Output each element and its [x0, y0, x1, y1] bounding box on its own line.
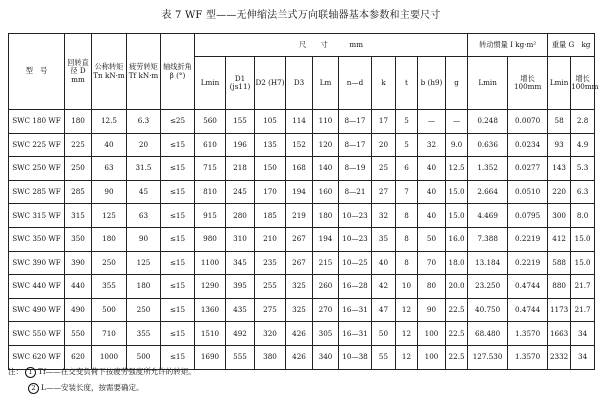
table-cell: 16—31 — [339, 322, 372, 346]
table-cell: 90 — [92, 180, 127, 204]
table-cell: 610 — [195, 133, 226, 157]
table-row — [9, 157, 595, 181]
table-cell: 22.5 — [446, 322, 468, 346]
table-cell: 235 — [255, 251, 286, 275]
table-cell: 34 — [571, 322, 595, 346]
table-cell: 8 — [396, 227, 418, 251]
table-row — [9, 322, 595, 346]
table-cell: 12 — [396, 322, 418, 346]
table-cell: 550 — [65, 322, 92, 346]
header-sub: Lmin — [468, 57, 508, 110]
note-line — [26, 380, 196, 396]
table-cell: 1290 — [195, 275, 226, 299]
header-axis-angle: 轴线折角 β (°) — [161, 34, 195, 110]
table-cell: 160 — [313, 180, 339, 204]
table-cell: 185 — [255, 204, 286, 228]
header-sub: b (h9) — [418, 57, 446, 110]
table-cell: 55 — [372, 345, 396, 369]
table-cell: — — [446, 110, 468, 134]
header-sub: 增长 100mm — [571, 57, 595, 110]
table-cell: 219 — [286, 204, 313, 228]
table-body — [9, 110, 595, 370]
table-cell: 0.0795 — [508, 204, 548, 228]
table-cell: 15.0 — [446, 204, 468, 228]
header-fatigue-torque: 疲劳转矩 Tf kN·m — [127, 34, 161, 110]
header-nominal-torque: 公称转矩 Tn kN·m — [92, 34, 127, 110]
table-cell: 260 — [313, 275, 339, 299]
table-cell: 40 — [92, 133, 127, 157]
header-inertia: 转动惯量 I kg·m² — [468, 34, 548, 57]
table-cell: 16—28 — [339, 275, 372, 299]
table-cell: 325 — [286, 298, 313, 322]
table-cell: 305 — [313, 322, 339, 346]
table-cell: 6.3 — [127, 110, 161, 134]
table-cell: 10—38 — [339, 345, 372, 369]
table-cell: 21.7 — [571, 275, 595, 299]
table-cell: 13.184 — [468, 251, 508, 275]
table-cell: 35 — [372, 227, 396, 251]
table-cell: 350 — [65, 227, 92, 251]
table-cell: 1000 — [92, 345, 127, 369]
table-cell: 90 — [418, 298, 446, 322]
table-cell: 40 — [372, 251, 396, 275]
table-cell: 588 — [548, 251, 571, 275]
table-cell: 50 — [372, 322, 396, 346]
table-cell: ≤15 — [161, 275, 195, 299]
table-row — [9, 251, 595, 275]
table-cell: 58 — [548, 110, 571, 134]
table-cell: ≤15 — [161, 251, 195, 275]
table-cell: 426 — [286, 345, 313, 369]
table-cell: 42 — [372, 275, 396, 299]
model-cell: SWC 285 WF — [9, 180, 65, 204]
table-cell: ≤15 — [161, 204, 195, 228]
table-cell: 12 — [396, 345, 418, 369]
table-cell: 390 — [65, 251, 92, 275]
table-cell: 20.0 — [446, 275, 468, 299]
table-cell: 1173 — [548, 298, 571, 322]
table-cell: 8—21 — [339, 180, 372, 204]
table-cell: 17 — [372, 110, 396, 134]
table-cell: 395 — [226, 275, 255, 299]
table-row — [9, 133, 595, 157]
table-cell: 16.0 — [446, 227, 468, 251]
table-cell: ≤15 — [161, 157, 195, 181]
table-cell: 250 — [127, 298, 161, 322]
table-cell: 345 — [226, 251, 255, 275]
table-cell: 2.664 — [468, 180, 508, 204]
table-cell: 63 — [127, 204, 161, 228]
table-cell: 90 — [127, 227, 161, 251]
table-cell: 10—23 — [339, 204, 372, 228]
table-cell: 0.2219 — [508, 227, 548, 251]
table-cell: 70 — [418, 251, 446, 275]
table-cell: 0.0277 — [508, 157, 548, 181]
table-cell: 31.5 — [127, 157, 161, 181]
table-cell: 10 — [396, 275, 418, 299]
table-cell: 315 — [65, 204, 92, 228]
table-cell: 100 — [418, 322, 446, 346]
table-cell: 8—17 — [339, 110, 372, 134]
table-cell: 0.0510 — [508, 180, 548, 204]
table-cell: 8—17 — [339, 133, 372, 157]
header-sub: n—d — [339, 57, 372, 110]
table-cell: 140 — [313, 157, 339, 181]
table-cell: 220 — [548, 180, 571, 204]
notes-prefix: 注： — [8, 367, 23, 376]
table-cell: 320 — [255, 322, 286, 346]
table-cell: 440 — [65, 275, 92, 299]
table-cell: 10—25 — [339, 251, 372, 275]
table-cell: 180 — [127, 275, 161, 299]
table-cell: 880 — [548, 275, 571, 299]
table-row — [9, 180, 595, 204]
table-cell: 9.0 — [446, 133, 468, 157]
table-cell: 50 — [418, 227, 446, 251]
table-cell: 23.250 — [468, 275, 508, 299]
table-cell: 250 — [92, 251, 127, 275]
table-cell: 340 — [313, 345, 339, 369]
table-cell: 270 — [313, 298, 339, 322]
note-line — [8, 364, 196, 380]
notes — [8, 364, 196, 396]
table-cell: ≤15 — [161, 345, 195, 369]
table-cell: 21.7 — [571, 298, 595, 322]
table-cell: 15.0 — [571, 251, 595, 275]
model-cell: SWC 225 WF — [9, 133, 65, 157]
table-cell: 27 — [372, 180, 396, 204]
table-cell: 5 — [396, 110, 418, 134]
header-sub: Lmin — [548, 57, 571, 110]
table-cell: 125 — [127, 251, 161, 275]
table-cell: ≤15 — [161, 322, 195, 346]
table-cell: 170 — [255, 180, 286, 204]
table-cell: 40.750 — [468, 298, 508, 322]
table-cell: 12 — [396, 298, 418, 322]
table-cell: 196 — [226, 133, 255, 157]
table-cell: ≤15 — [161, 180, 195, 204]
table-cell: 180 — [92, 227, 127, 251]
table-cell: 10—23 — [339, 227, 372, 251]
header-weight: 重量 G kg — [548, 34, 595, 57]
header-sub: Lmin — [195, 57, 226, 110]
table-cell: 80 — [418, 275, 446, 299]
header-dimensions: 尺 寸 mm — [195, 34, 468, 57]
table-cell: 5 — [396, 133, 418, 157]
table-cell: 218 — [226, 157, 255, 181]
table-cell: 250 — [65, 157, 92, 181]
model-cell: SWC 440 WF — [9, 275, 65, 299]
table-cell: 245 — [226, 180, 255, 204]
header-sub: 增长 100mm — [508, 57, 548, 110]
table-cell: 34 — [571, 345, 595, 369]
table-caption: 表 7 WF 型——无伸缩法兰式万向联轴器基本参数和主要尺寸 — [161, 10, 441, 21]
table-cell: 2.8 — [571, 110, 595, 134]
table-cell: 1.3570 — [508, 345, 548, 369]
table-cell: 325 — [286, 275, 313, 299]
table-cell: 8 — [396, 251, 418, 275]
table-cell: 280 — [226, 204, 255, 228]
table-cell: 6 — [396, 157, 418, 181]
table-cell: 1.352 — [468, 157, 508, 181]
table-row — [9, 204, 595, 228]
model-cell: SWC 620 WF — [9, 345, 65, 369]
model-cell: SWC 250 WF — [9, 157, 65, 181]
table-cell: 1663 — [548, 322, 571, 346]
table-cell: 255 — [255, 275, 286, 299]
table-cell: 0.248 — [468, 110, 508, 134]
table-cell: 555 — [226, 345, 255, 369]
table-cell: 127.530 — [468, 345, 508, 369]
table-cell: ≤15 — [161, 227, 195, 251]
table-cell: 412 — [548, 227, 571, 251]
table-cell: 310 — [226, 227, 255, 251]
table-cell: 1100 — [195, 251, 226, 275]
table-cell: 7 — [396, 180, 418, 204]
table-cell: 267 — [286, 227, 313, 251]
parameter-table — [8, 33, 599, 370]
table-cell: 810 — [195, 180, 226, 204]
header-sub: D1 (js11) — [226, 57, 255, 110]
model-cell: SWC 550 WF — [9, 322, 65, 346]
table-cell: 125 — [92, 204, 127, 228]
table-cell: 980 — [195, 227, 226, 251]
table-row — [9, 275, 595, 299]
table-cell: 6.3 — [571, 180, 595, 204]
table-cell: 0.2219 — [508, 251, 548, 275]
header-sub: g — [446, 57, 468, 110]
model-cell: SWC 490 WF — [9, 298, 65, 322]
table-cell: 47 — [372, 298, 396, 322]
table-cell: 18.0 — [446, 251, 468, 275]
table-cell: 210 — [255, 227, 286, 251]
table-row — [9, 298, 595, 322]
table-cell: 20 — [127, 133, 161, 157]
table-cell: 500 — [92, 298, 127, 322]
table-cell: 915 — [195, 204, 226, 228]
table-cell: 143 — [548, 157, 571, 181]
table-row — [9, 110, 595, 134]
table-cell: 22.5 — [446, 345, 468, 369]
table-cell: 620 — [65, 345, 92, 369]
table-cell: 152 — [286, 133, 313, 157]
table-cell: 180 — [313, 204, 339, 228]
table-cell: 0.4744 — [508, 298, 548, 322]
table-cell: 150 — [255, 157, 286, 181]
table-cell: 0.0070 — [508, 110, 548, 134]
header-sub: t — [396, 57, 418, 110]
table-cell: 120 — [313, 133, 339, 157]
table-cell: 16—31 — [339, 298, 372, 322]
table-cell: 15.0 — [446, 180, 468, 204]
table-cell: 5.3 — [571, 157, 595, 181]
table-cell: 194 — [286, 180, 313, 204]
table-cell: 12.5 — [446, 157, 468, 181]
header-sub: Lm — [313, 57, 339, 110]
table-cell: 500 — [127, 345, 161, 369]
table-cell: ≤15 — [161, 298, 195, 322]
table-cell: 68.480 — [468, 322, 508, 346]
table-cell: 15.0 — [571, 227, 595, 251]
table-cell: 1360 — [195, 298, 226, 322]
table-cell: 45 — [127, 180, 161, 204]
note-text: Tf——在交变负荷下按疲劳强度所允许的转矩。 — [38, 367, 196, 376]
table-cell: 4.9 — [571, 133, 595, 157]
table-cell: 155 — [226, 110, 255, 134]
table-cell: 0.0234 — [508, 133, 548, 157]
table-cell: 275 — [255, 298, 286, 322]
table-cell: 7.388 — [468, 227, 508, 251]
header-sub: D2 (H7) — [255, 57, 286, 110]
model-cell: SWC 390 WF — [9, 251, 65, 275]
table-cell: 12.5 — [92, 110, 127, 134]
table-cell: 1510 — [195, 322, 226, 346]
table-cell: 560 — [195, 110, 226, 134]
table-cell: 40 — [418, 180, 446, 204]
header-model: 型 号 — [9, 34, 65, 110]
table-cell: 8—19 — [339, 157, 372, 181]
note-number: 1 — [25, 367, 36, 378]
table-cell: 285 — [65, 180, 92, 204]
table-cell: 32 — [372, 204, 396, 228]
table-cell: ≤25 — [161, 110, 195, 134]
table-cell: 715 — [195, 157, 226, 181]
table-cell: 0.4744 — [508, 275, 548, 299]
header-sub: k — [372, 57, 396, 110]
table-cell: 267 — [286, 251, 313, 275]
table-cell: 426 — [286, 322, 313, 346]
model-cell: SWC 315 WF — [9, 204, 65, 228]
table-cell: 8 — [396, 204, 418, 228]
table-cell: 492 — [226, 322, 255, 346]
table-cell: 355 — [92, 275, 127, 299]
table-cell: 1690 — [195, 345, 226, 369]
header-swing-diameter: 回转直径 D mm — [65, 34, 92, 110]
table-cell: 490 — [65, 298, 92, 322]
table-cell: 2332 — [548, 345, 571, 369]
table-cell: 40 — [418, 204, 446, 228]
table-cell: 380 — [255, 345, 286, 369]
model-cell: SWC 350 WF — [9, 227, 65, 251]
table-cell: 110 — [313, 110, 339, 134]
table-cell: 710 — [92, 322, 127, 346]
table-cell: 180 — [65, 110, 92, 134]
table-cell: 93 — [548, 133, 571, 157]
note-number: 2 — [28, 383, 39, 394]
table-cell: 22.5 — [446, 298, 468, 322]
table-cell: 215 — [313, 251, 339, 275]
table-cell: 8.0 — [571, 204, 595, 228]
table-cell: 114 — [286, 110, 313, 134]
table-cell: 105 — [255, 110, 286, 134]
table-cell: 100 — [418, 345, 446, 369]
table-cell: 0.636 — [468, 133, 508, 157]
table-cell: ≤15 — [161, 133, 195, 157]
table-cell: 63 — [92, 157, 127, 181]
table-cell: 25 — [372, 157, 396, 181]
header-sub: D3 — [286, 57, 313, 110]
table-cell: 40 — [418, 157, 446, 181]
table-cell: 168 — [286, 157, 313, 181]
table-cell: 194 — [313, 227, 339, 251]
table-cell: 435 — [226, 298, 255, 322]
model-cell: SWC 180 WF — [9, 110, 65, 134]
table-cell: 225 — [65, 133, 92, 157]
table-cell: — — [418, 110, 446, 134]
table-cell: 4.469 — [468, 204, 508, 228]
table-cell: 1.3570 — [508, 322, 548, 346]
table-cell: 32 — [418, 133, 446, 157]
note-text: L——安装长度，按需要确定。 — [41, 383, 144, 392]
table-row — [9, 227, 595, 251]
table-cell: 135 — [255, 133, 286, 157]
table-cell: 20 — [372, 133, 396, 157]
table-cell: 300 — [548, 204, 571, 228]
table-cell: 355 — [127, 322, 161, 346]
